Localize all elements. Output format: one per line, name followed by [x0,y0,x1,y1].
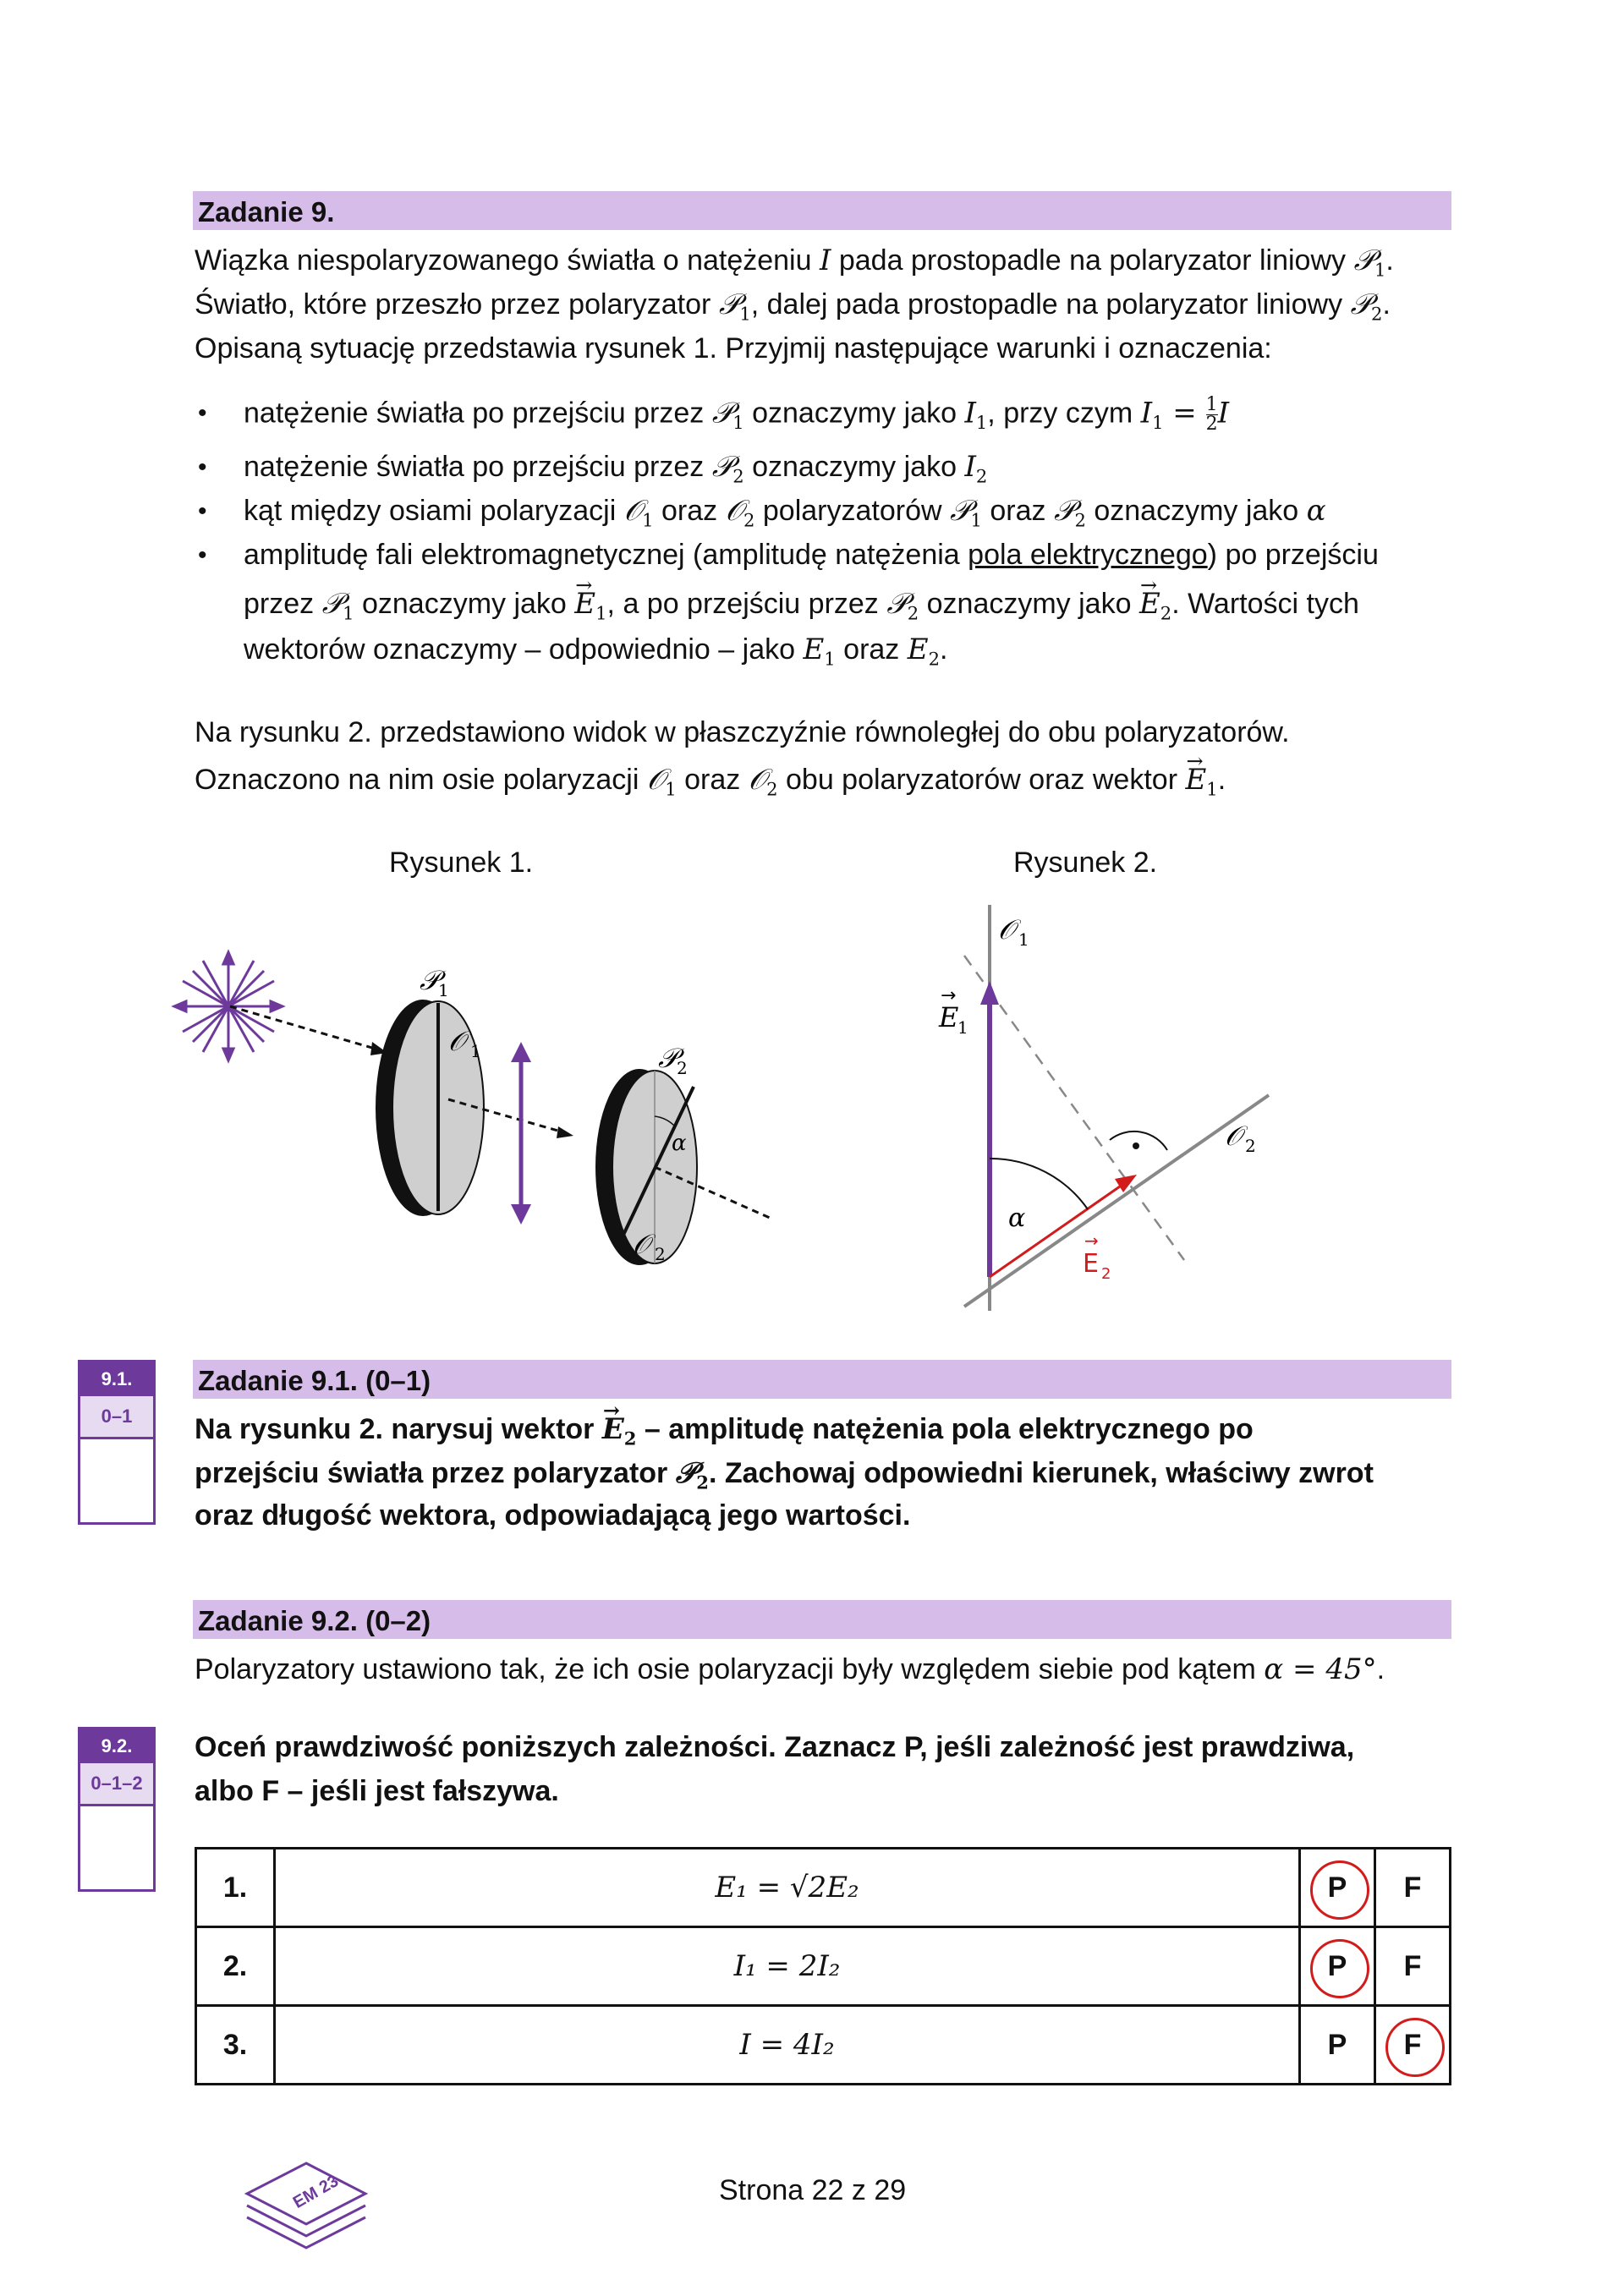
light-source-icon [174,952,283,1060]
svg-text:2: 2 [655,1244,666,1264]
label-alpha: α [1008,1203,1026,1233]
table-row [196,2006,1451,2085]
label-o2: 𝒪 [633,1228,650,1260]
para2-line-2: Oznaczono na nim osie polaryzacji 𝒪$_1$ oraz 𝒪$_2$ obu polaryzatorów oraz wektor → $E_1$. [195,763,1226,806]
figure1-diagram [169,905,795,1294]
subtask-9-2-title: Zadanie 9.2. (0–2) [198,1605,431,1636]
score-box-9-1 [78,1360,156,1525]
task-title: Zadanie 9. [198,196,335,227]
subtask-9-1-line-1: Na rysunku 2. narysuj wektor → $E_2$ – amplitudę natężenia pola elektrycznego po [195,1412,1254,1455]
option-f[interactable]: F [1375,1927,1451,2006]
angle-arc [990,1159,1088,1209]
option-f[interactable]: F [1375,1849,1451,1927]
figure2-caption: Rysunek 2. [1013,847,1158,879]
bullet-dot: • [198,453,207,481]
true-false-table [195,1847,1451,2085]
svg-text:→: → [941,985,957,1006]
subtask-9-1-title-bar [193,1360,1451,1399]
answer-mark [1310,1860,1369,1920]
intro-line-3: Opisaną sytuację przedstawia rysunek 1. Przyjmij następujące warunki i oznaczenia: [195,332,1272,364]
svg-text:1: 1 [1018,929,1029,950]
figure1-caption: Rysunek 1. [389,847,534,879]
cke-logo-icon [239,2156,374,2258]
table-row [196,1927,1451,2006]
figure2-diagram [914,905,1303,1328]
score-points: 0–1–2 [80,1763,153,1806]
svg-text:→: → [1084,1230,1099,1251]
score-points: 0–1 [80,1396,153,1439]
subtask-9-1-title: Zadanie 9.1. (0–1) [198,1365,431,1396]
score-label: 9.1. [80,1362,153,1396]
bullet-dot: • [198,497,207,525]
svg-text:EM 23: EM 23 [289,2172,342,2212]
bullet-1: natężenie światła po przejściu przez 𝒫$_1$ oznaczymy jako $I_1$, przy czym $I_1$ = $\frac{1}{2}$ I [244,394,1230,435]
subtask-9-2-instr-1: Oceń prawdziwość poniższych zależności. Zaznacz P, jeśli zależność jest prawdziwa, [195,1731,1355,1763]
label-e1: E [939,1001,959,1033]
subtask-9-2-title-bar [193,1600,1451,1639]
row-number: 1. [196,1849,275,1927]
pola-elektrycznego-link: pola elektrycznego [968,539,1208,571]
option-f[interactable]: F [1375,2006,1451,2085]
bullet-4-line-2: przez 𝒫$_1$ oznaczymy jako → $E_1$, a po przejściu przez 𝒫$_2$ oznaczymy jako → $E_2$. Wartości tych [244,587,1359,630]
bullet-dot: • [198,399,207,427]
label-o2: 𝒪 [1225,1120,1243,1152]
label-p2: 𝒫 [658,1042,678,1074]
subtask-9-2-instr-2: albo F – jeśli jest fałszywa. [195,1775,559,1807]
label-p1: 𝒫 [420,964,440,996]
svg-text:2: 2 [1245,1136,1256,1156]
svg-text:2: 2 [677,1058,688,1078]
label-o1: 𝒪 [998,913,1016,945]
row-expression: E₁ = √2E₂ [275,1849,1300,1927]
subtask-9-1-line-3: oraz długość wektora, odpowiadającą jego wartości. [195,1499,911,1532]
label-e2-handwritten: E [1083,1249,1099,1279]
answer-mark [1385,2018,1445,2077]
svg-text:1: 1 [470,1041,481,1061]
label-o1: 𝒪 [448,1025,466,1057]
score-label: 9.2. [80,1729,153,1763]
row-number: 2. [196,1927,275,2006]
para2-line-1: Na rysunku 2. przedstawiono widok w płaszczyźnie równoległej do obu polaryzatorów. [195,716,1290,748]
subtask-9-1-line-2: przejściu światła przez polaryzator 𝒫$_2$. Zachowaj odpowiedni kierunek, właściwy zwrot [195,1456,1374,1493]
score-field[interactable] [80,1439,153,1522]
task-title-bar [193,191,1451,230]
svg-text:2: 2 [1101,1265,1111,1283]
intro-line-1: Wiązka niespolaryzowanego światła o natężeniu I pada prostopadle na polaryzator liniowy 𝒫$_1$. [195,244,1394,281]
intro-line-2: Światło, które przeszło przez polaryzator 𝒫$_1$, dalej pada prostopadle na polaryzator liniowy 𝒫$_2$. [195,288,1391,325]
svg-text:1: 1 [438,980,449,1000]
subtask-9-2-setup: Polaryzatory ustawiono tak, że ich osie polaryzacji były względem siebie pod kątem α = 45°. [195,1652,1385,1686]
score-field[interactable] [80,1806,153,1889]
bullet-2: natężenie światła po przejściu przez 𝒫$_2$ oznaczymy jako $I_2$ [244,450,988,487]
label-alpha: α [672,1131,687,1156]
svg-text:1: 1 [957,1017,968,1038]
page-number: Strona 22 z 29 [719,2174,907,2206]
bullet-3: kąt między osiami polaryzacji 𝒪$_1$ oraz 𝒪$_2$ polaryzatorów 𝒫$_1$ oraz 𝒫$_2$ oznaczymy jako α [244,494,1326,531]
bullet-dot: • [198,541,207,569]
row-expression: I = 4I₂ [275,2006,1300,2085]
score-box-9-2 [78,1727,156,1892]
bullet-4-line-1: amplitudę fali elektromagnetycznej (amplitudę natężenia pola elektrycznego) po przejściu [244,539,1379,571]
option-p[interactable]: P [1300,2006,1375,2085]
table-row [196,1849,1451,1927]
row-expression: I₁ = 2I₂ [275,1927,1300,2006]
answer-mark [1310,1939,1369,1998]
axis-o2 [964,1095,1269,1307]
option-p[interactable]: P [1300,1849,1375,1927]
option-p[interactable]: P [1300,1927,1375,2006]
row-number: 3. [196,2006,275,2085]
beam-segment [230,1006,381,1050]
bullet-4-line-3: wektorów oznaczymy – odpowiednio – jako $E_1$ oraz $E_2$. [244,633,948,670]
